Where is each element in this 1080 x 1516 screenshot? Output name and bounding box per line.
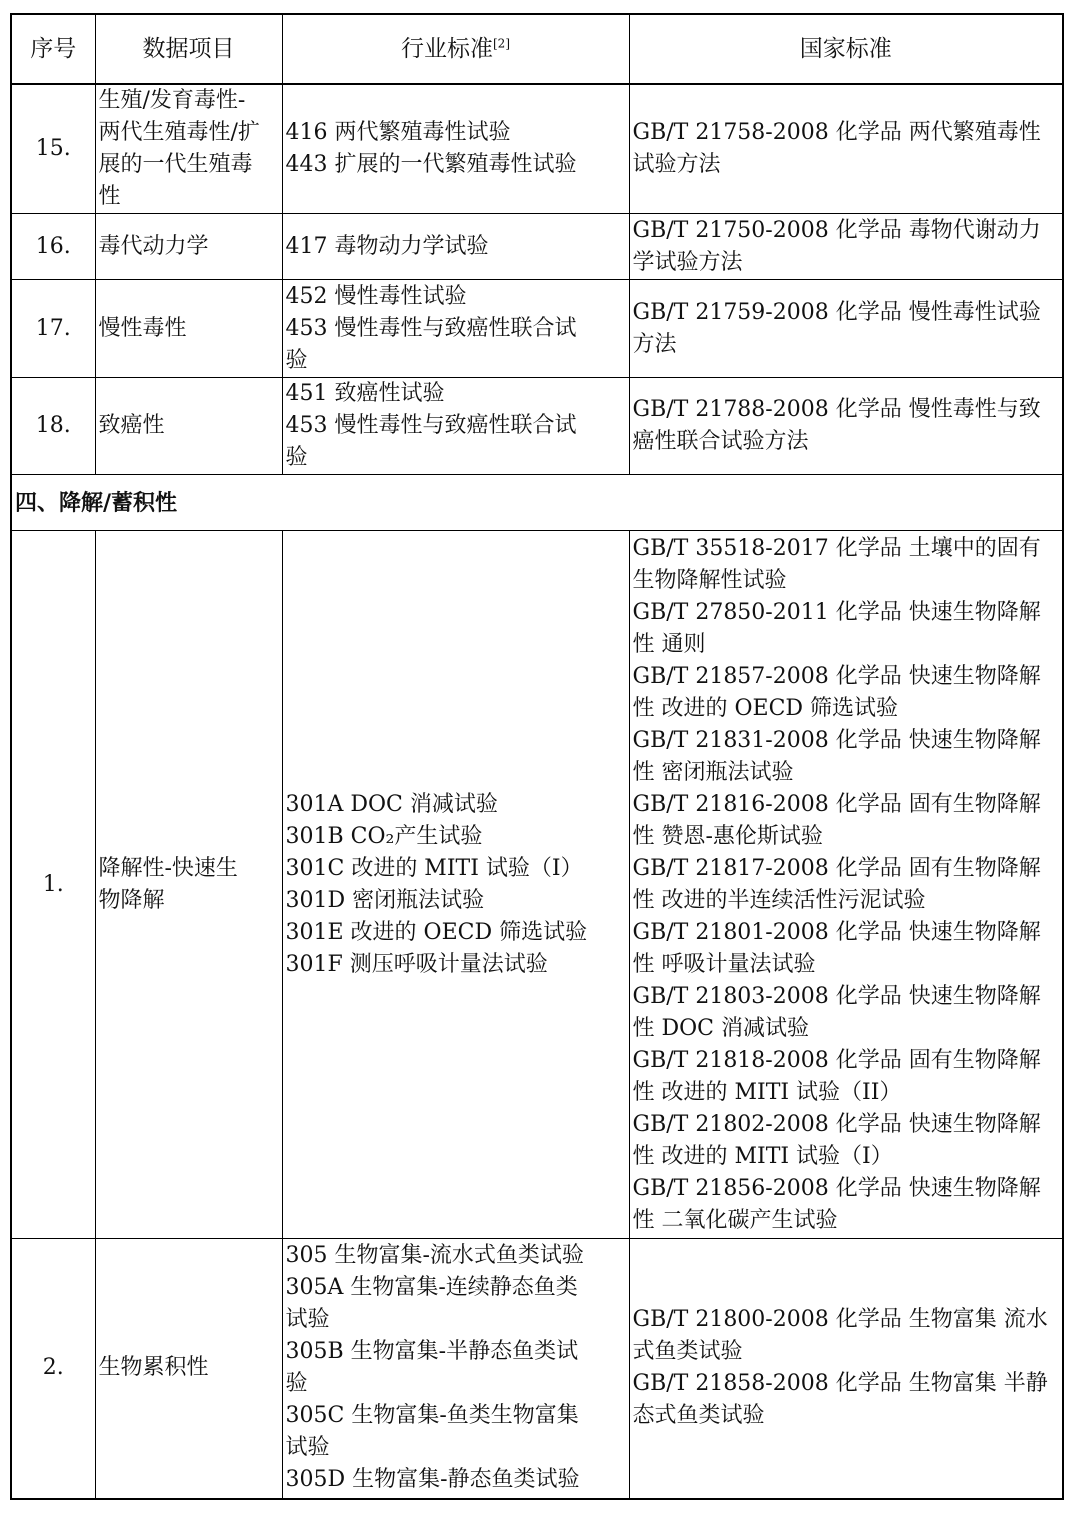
item-line: 物降解 [98, 887, 165, 913]
national-entry: GB/T 21818-2008 化学品 固有生物降解性 改进的 MITI 试验（II） [632, 1047, 1041, 1105]
industry-line: 301F 测压呼吸计量法试验 [285, 951, 548, 977]
section-row [11, 475, 1063, 531]
industry-line: 417 毒物动力学试验 [285, 233, 489, 259]
industry-line: 305A 生物富集-连续静态鱼类 [285, 1275, 578, 1301]
industry-line: 301C 改进的 MITI 试验（Ⅰ） [285, 855, 583, 881]
industry-line: 452 慢性毒性试验 [285, 283, 467, 309]
industry-standard [282, 84, 629, 214]
industry-standard [282, 378, 629, 475]
row-no: 2. [11, 1239, 95, 1499]
national-entry: GB/T 21801-2008 化学品 快速生物降解性 呼吸计量法试验 [632, 919, 1041, 977]
industry-line: 305D 生物富集-静态鱼类试验 [285, 1467, 580, 1493]
national-entry: GB/T 21817-2008 化学品 固有生物降解性 改进的半连续活性污泥试验 [632, 855, 1041, 913]
data-item [95, 214, 282, 280]
header-national: 国家标准 [629, 14, 1063, 84]
industry-standard [282, 280, 629, 378]
row-no: 17. [11, 280, 95, 378]
industry-line: 试验 [285, 1307, 330, 1333]
industry-line: 453 慢性毒性与致癌性联合试 [285, 413, 577, 438]
industry-line: 443 扩展的一代繁殖毒性试验 [285, 152, 577, 177]
header-industry [282, 14, 629, 84]
national-standard [629, 531, 1063, 1239]
industry-line: 验 [285, 1371, 308, 1397]
header-item: 数据项目 [95, 14, 282, 84]
table-row [11, 1239, 1063, 1499]
industry-line: 验 [285, 445, 308, 470]
data-item [95, 531, 282, 1239]
industry-line: 301D 密闭瓶法试验 [285, 887, 485, 913]
national-entry: GB/T 21857-2008 化学品 快速生物降解性 改进的 OECD 筛选试验 [632, 663, 1041, 721]
industry-line: 试验 [285, 1435, 330, 1461]
standards-table [10, 13, 1064, 1500]
national-entry: GB/T 21750-2008 化学品 毒物代谢动力学试验方法 [632, 217, 1041, 275]
item-line: 性 [98, 184, 121, 209]
section-title: 四、降解/蓄积性 [11, 475, 1063, 531]
national-entry: GB/T 27850-2011 化学品 快速生物降解性 通则 [632, 599, 1041, 657]
industry-standard [282, 531, 629, 1239]
data-item [95, 1239, 282, 1499]
national-entry: GB/T 21816-2008 化学品 固有生物降解性 赞恩-惠伦斯试验 [632, 791, 1041, 849]
national-entry: GB/T 21856-2008 化学品 快速生物降解性 二氧化碳产生试验 [632, 1175, 1041, 1233]
national-entry: GB/T 35518-2017 化学品 土壤中的固有生物降解性试验 [632, 535, 1041, 593]
national-entry: GB/T 21758-2008 化学品 两代繁殖毒性试验方法 [632, 120, 1041, 177]
header-no: 序号 [11, 14, 95, 84]
national-entry: GB/T 21788-2008 化学品 慢性毒性与致癌性联合试验方法 [632, 397, 1041, 454]
header-industry-ref: [2] [493, 36, 510, 51]
table-row [11, 214, 1063, 280]
header-industry-label: 行业标准 [401, 36, 493, 62]
industry-line: 验 [285, 347, 308, 373]
industry-line: 301A DOC 消减试验 [285, 791, 498, 817]
item-line: 展的一代生殖毒 [98, 152, 253, 177]
data-item [95, 280, 282, 378]
industry-line: 453 慢性毒性与致癌性联合试 [285, 315, 577, 341]
data-item [95, 378, 282, 475]
row-no: 1. [11, 531, 95, 1239]
table-row [11, 378, 1063, 475]
national-standard [629, 214, 1063, 280]
row-no: 18. [11, 378, 95, 475]
industry-line: 305B 生物富集-半静态鱼类试 [285, 1339, 579, 1365]
industry-line: 301B CO₂产生试验 [285, 823, 483, 849]
industry-line: 305 生物富集-流水式鱼类试验 [285, 1243, 584, 1269]
national-entry: GB/T 21759-2008 化学品 慢性毒性试验方法 [632, 299, 1041, 357]
national-standard [629, 1239, 1063, 1499]
header-row [11, 14, 1063, 84]
table-row [11, 280, 1063, 378]
national-standard [629, 84, 1063, 214]
industry-standard [282, 214, 629, 280]
table-row [11, 531, 1063, 1239]
industry-standard [282, 1239, 629, 1499]
national-standard [629, 378, 1063, 475]
row-no: 15. [11, 84, 95, 214]
item-line: 慢性毒性 [98, 315, 187, 341]
table-row [11, 84, 1063, 214]
national-entry: GB/T 21831-2008 化学品 快速生物降解性 密闭瓶法试验 [632, 727, 1041, 785]
item-line: 致癌性 [98, 413, 165, 438]
industry-line: 451 致癌性试验 [285, 381, 445, 406]
item-line: 毒代动力学 [98, 233, 209, 259]
industry-line: 301E 改进的 OECD 筛选试验 [285, 919, 588, 945]
national-standard [629, 280, 1063, 378]
item-line: 降解性-快速生 [98, 855, 238, 881]
industry-line: 305C 生物富集-鱼类生物富集 [285, 1403, 579, 1429]
item-line: 生物累积性 [98, 1355, 209, 1381]
national-entry: GB/T 21800-2008 化学品 生物富集 流水式鱼类试验 [632, 1307, 1048, 1365]
data-item [95, 84, 282, 214]
national-entry: GB/T 21803-2008 化学品 快速生物降解性 DOC 消减试验 [632, 983, 1041, 1041]
item-line: 两代生殖毒性/扩 [98, 120, 260, 145]
item-line: 生殖/发育毒性- [98, 88, 246, 113]
industry-line: 416 两代繁殖毒性试验 [285, 120, 511, 145]
row-no: 16. [11, 214, 95, 280]
national-entry: GB/T 21802-2008 化学品 快速生物降解性 改进的 MITI 试验（I） [632, 1111, 1041, 1169]
national-entry: GB/T 21858-2008 化学品 生物富集 半静态式鱼类试验 [632, 1371, 1048, 1429]
